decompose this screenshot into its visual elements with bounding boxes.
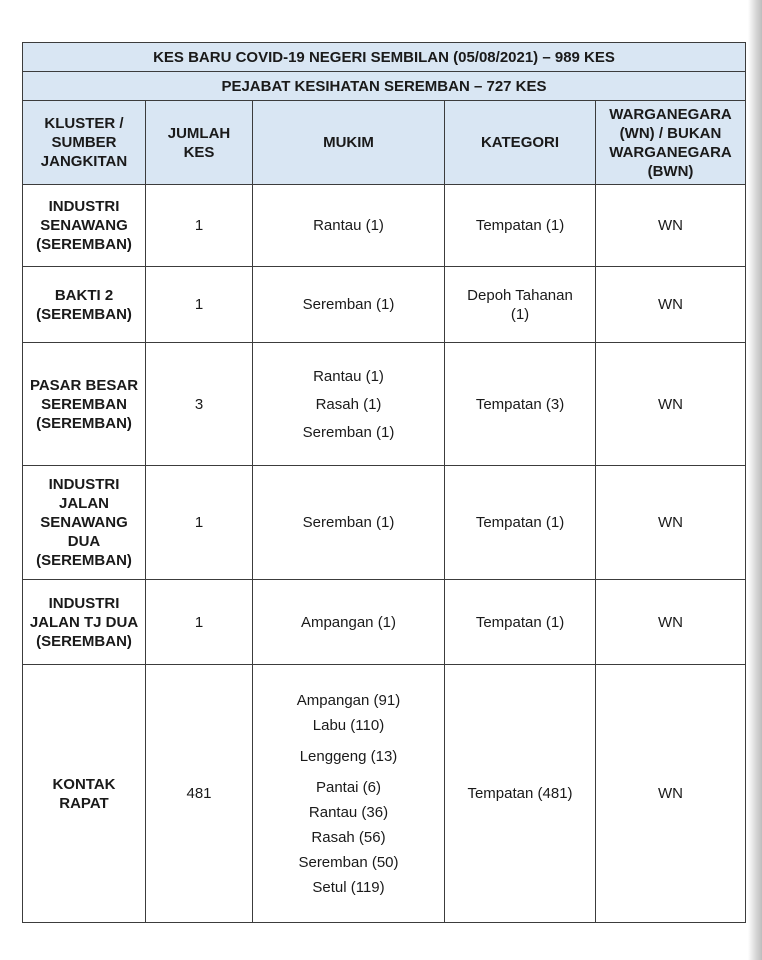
- table-title: KES BARU COVID-19 NEGERI SEMBILAN (05/08/2021) – 989 KES: [23, 43, 746, 72]
- mukim-item: Rantau (1): [313, 217, 384, 234]
- mukim-cell: [253, 267, 445, 343]
- kluster-cell: INDUSTRI SENAWANG (SEREMBAN): [23, 185, 146, 267]
- mukim-item: Ampangan (91): [296, 691, 401, 709]
- table-row: [23, 267, 746, 343]
- mukim-item: Seremban (1): [302, 423, 395, 441]
- column-header-jumlah: JUMLAH KES: [146, 101, 253, 185]
- mukim-item: Rantau (1): [313, 367, 384, 385]
- covid-cases-table: [22, 42, 746, 923]
- mukim-item: Rasah (56): [311, 828, 386, 846]
- mukim-item: Lenggeng (13): [299, 747, 398, 765]
- mukim-item: Rasah (1): [315, 395, 382, 413]
- mukim-item: Ampangan (1): [300, 613, 397, 631]
- page-edge-shadow: [748, 0, 762, 960]
- warga-cell: WN: [596, 665, 746, 923]
- table-row: [23, 343, 746, 466]
- kategori-cell: Tempatan (1): [445, 466, 596, 580]
- warga-cell: WN: [596, 267, 746, 343]
- mukim-cell: [253, 466, 445, 580]
- kategori-cell: Tempatan (1): [445, 185, 596, 267]
- warga-cell: WN: [596, 466, 746, 580]
- mukim-item: Rantau (36): [308, 803, 389, 821]
- mukim-item: Labu (110): [312, 716, 385, 734]
- mukim-cell: [253, 580, 445, 665]
- kluster-cell: KONTAK RAPAT: [23, 665, 146, 923]
- jumlah-cell: 1: [146, 267, 253, 343]
- table-row: [23, 185, 746, 267]
- warga-cell: WN: [596, 580, 746, 665]
- table-row: [23, 466, 746, 580]
- table-row: [23, 580, 746, 665]
- table-subtitle: PEJABAT KESIHATAN SEREMBAN – 727 KES: [23, 72, 746, 101]
- jumlah-cell: 1: [146, 580, 253, 665]
- table-row: [23, 665, 746, 923]
- column-header-kluster: KLUSTER / SUMBER JANGKITAN: [23, 101, 146, 185]
- jumlah-cell: 3: [146, 343, 253, 466]
- mukim-cell: [253, 665, 445, 923]
- kategori-cell: Depoh Tahanan (1): [445, 267, 596, 343]
- kategori-cell: Tempatan (1): [445, 580, 596, 665]
- mukim-cell: [253, 343, 445, 466]
- column-header-warga: WARGANEGARA (WN) / BUKAN WARGANEGARA (BWN): [596, 101, 746, 185]
- jumlah-cell: 481: [146, 665, 253, 923]
- kluster-cell: INDUSTRI JALAN SENAWANG DUA (SEREMBAN): [23, 466, 146, 580]
- mukim-cell: [253, 185, 445, 267]
- title-row: [23, 43, 746, 72]
- warga-cell: WN: [596, 185, 746, 267]
- kategori-cell: Tempatan (3): [445, 343, 596, 466]
- kluster-cell: INDUSTRI JALAN TJ DUA (SEREMBAN): [23, 580, 146, 665]
- mukim-item: Seremban (1): [302, 514, 395, 531]
- jumlah-cell: 1: [146, 185, 253, 267]
- subtitle-row: [23, 72, 746, 101]
- mukim-item: Pantai (6): [315, 778, 382, 796]
- mukim-item: Seremban (50): [298, 853, 399, 871]
- mukim-item: Seremban (1): [302, 296, 395, 313]
- mukim-item: Setul (119): [312, 878, 385, 896]
- warga-cell: WN: [596, 343, 746, 466]
- column-header-mukim: MUKIM: [253, 101, 445, 185]
- column-header-row: [23, 101, 746, 185]
- kluster-cell: PASAR BESAR SEREMBAN (SEREMBAN): [23, 343, 146, 466]
- kluster-cell: BAKTI 2 (SEREMBAN): [23, 267, 146, 343]
- jumlah-cell: 1: [146, 466, 253, 580]
- kategori-cell: Tempatan (481): [445, 665, 596, 923]
- column-header-kategori: KATEGORI: [445, 101, 596, 185]
